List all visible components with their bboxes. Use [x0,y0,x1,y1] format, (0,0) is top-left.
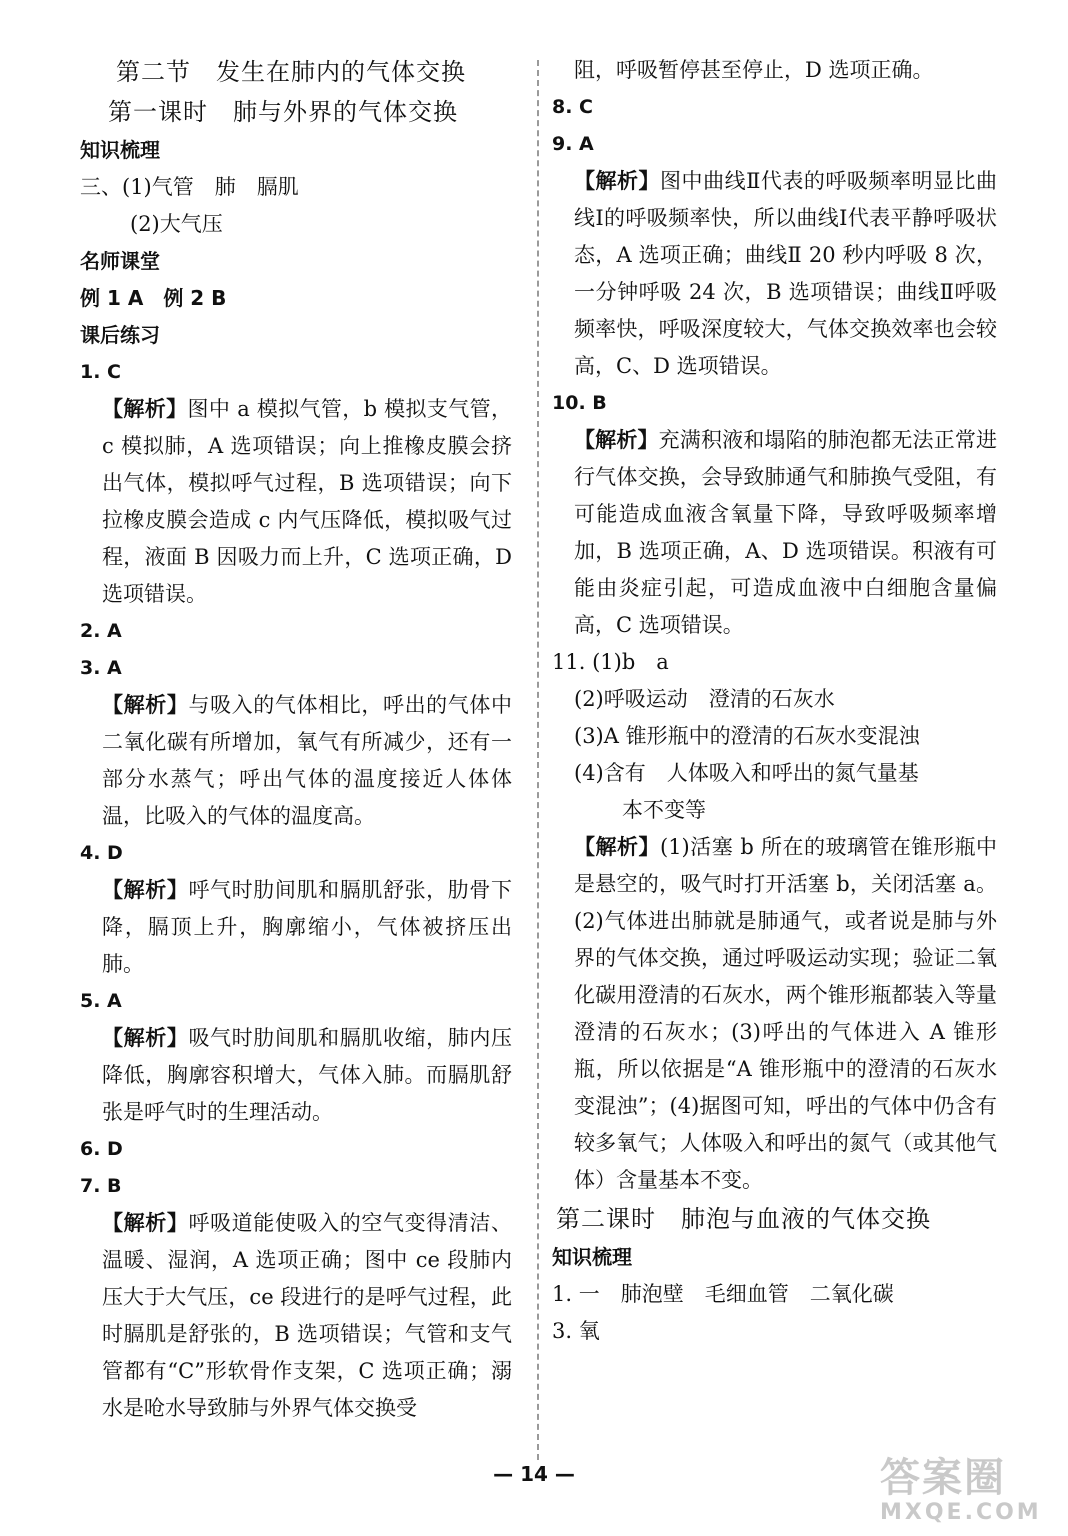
analysis-tag: 【解析】 [574,835,660,859]
knowledge-item: (2)大气压 [130,212,223,236]
analysis-3 [80,687,512,835]
heading-knowledge: 知识梳理 [80,138,160,162]
column-divider [537,60,539,1460]
page-number: — 14 — [493,1462,575,1486]
analysis-tag: 【解析】 [102,693,189,717]
heading-classroom: 名师课堂 [80,249,160,273]
answer-11-part: (4)含有 人体吸入和呼出的氮气量基 [574,761,919,785]
analysis-tag: 【解析】 [102,1211,189,1235]
analysis-tag: 【解析】 [574,428,659,452]
answer-11-part: (2)呼吸运动 澄清的石灰水 [574,687,835,711]
left-column [80,52,512,1427]
analysis-tag: 【解析】 [102,1026,189,1050]
heading-exercises: 课后练习 [80,323,160,347]
right-column [552,52,997,1350]
watermark-main: 答案圈 [880,1455,1006,1501]
answer-10: 10. B [552,392,607,414]
analysis-text: (1)活塞 b 所在的玻璃管在锥形瓶中是悬空的，吸气时打开活塞 b，关闭活塞 a。(2)气体进出肺就是肺通气，或者说是肺与外界的气体交换，通过呼吸运动实现；验证二氧化碳用澄清的石灰水，两个锥形瓶都装入等量澄清的石灰水；(3)呼出的气体进入 A 锥形瓶，所以依据是“A 锥形瓶中的澄清的石灰水变混浊”；(4)据图可知，呼出的气体中仍含有较多氧气；人体吸入和呼出的氮气（或其他气体）含量基本不变。 [574,835,998,1192]
analysis-1 [80,391,512,613]
answer-11: 11. (1)b a [552,650,669,674]
heading-knowledge: 知识梳理 [552,1245,632,1269]
watermark-logo [880,1456,1056,1528]
watermark-sub: MXQE.COM [880,1500,1042,1525]
analysis-5 [80,1020,512,1131]
answer-5: 5. A [80,990,122,1012]
example-answers: 例 1 A 例 2 B [80,286,227,310]
analysis-text: 呼气时肋间肌和膈肌舒张，肋骨下降，膈顶上升，胸廓缩小，气体被挤压出肺。 [102,878,513,976]
section-title: 第二节 发生在肺内的气体交换 [116,58,466,86]
answer-3: 3. A [80,657,122,679]
answer-9: 9. A [552,133,594,155]
answer-2: 2. A [80,620,122,642]
analysis-4 [80,872,512,983]
analysis-text: 与吸入的气体相比，呼出的气体中二氧化碳有所增加，氧气有所减少，还有一部分水蒸气；呼出气体的温度接近人体体温，比吸入的气体的温度高。 [102,693,513,828]
analysis-11 [552,829,997,1199]
knowledge-item: 三、(1)气管 肺 膈肌 [80,175,299,199]
analysis-text: 充满积液和塌陷的肺泡都无法正常进行气体交换，会导致肺通气和肺换气受阻，有可能造成血液含氧量下降，导致呼吸频率增加，B 选项正确，A、D 选项错误。积液有可能由炎症引起，可造成血液中白细胞含量偏高，C 选项错误。 [574,428,998,637]
answer-1: 1. C [80,361,121,383]
analysis-text: 呼吸道能使吸入的空气变得清洁、温暖、湿润，A 选项正确；图中 ce 段肺内压大于大气压，ce 段进行的是呼气过程，此时膈肌是舒张的，B 选项错误；气管和支气管都有“C”形软骨作支架，C 选项正确；溺水是呛水导致肺与外界气体交换受 [102,1211,513,1420]
analysis-tag: 【解析】 [574,169,661,193]
analysis-tag: 【解析】 [102,397,188,421]
answer-4: 4. D [80,842,123,864]
analysis-tag: 【解析】 [102,878,189,902]
analysis-text: 吸气时肋间肌和膈肌收缩，肺内压降低，胸廓容积增大，气体入肺。而膈肌舒张是呼气时的生理活动。 [102,1026,513,1124]
lesson-title: 第二课时 肺泡与血液的气体交换 [556,1205,931,1233]
knowledge-item: 1. 一 肺泡壁 毛细血管 二氧化碳 [552,1282,894,1306]
analysis-7-continued: 阻，呼吸暂停甚至停止，D 选项正确。 [574,58,934,82]
answer-7: 7. B [80,1175,122,1197]
answer-11-part: 本不变等 [622,798,706,822]
answer-8: 8. C [552,96,593,118]
analysis-7 [80,1205,512,1427]
answer-6: 6. D [80,1138,123,1160]
answer-11-part: (3)A 锥形瓶中的澄清的石灰水变混浊 [574,724,920,748]
lesson-title: 第一课时 肺与外界的气体交换 [108,98,458,126]
analysis-9 [552,163,997,385]
analysis-10 [552,422,997,644]
analysis-text: 图中 a 模拟气管，b 模拟支气管，c 模拟肺，A 选项错误；向上推橡皮膜会挤出气体，模拟呼气过程，B 选项错误；向下拉橡皮膜会造成 c 内气压降低，模拟吸气过程，液面 B 因吸力而上升，C 选项正确，D 选项错误。 [102,397,512,606]
analysis-text: 图中曲线Ⅱ代表的呼吸频率明显比曲线Ⅰ的呼吸频率快，所以曲线Ⅰ代表平静呼吸状态，A 选项正确；曲线Ⅱ 20 秒内呼吸 8 次，一分钟呼吸 24 次，B 选项错误；曲线Ⅱ呼吸频率快，呼吸深度较大，气体交换效率也会较高，C、D 选项错误。 [574,169,997,378]
knowledge-item: 3. 氧 [552,1319,600,1343]
